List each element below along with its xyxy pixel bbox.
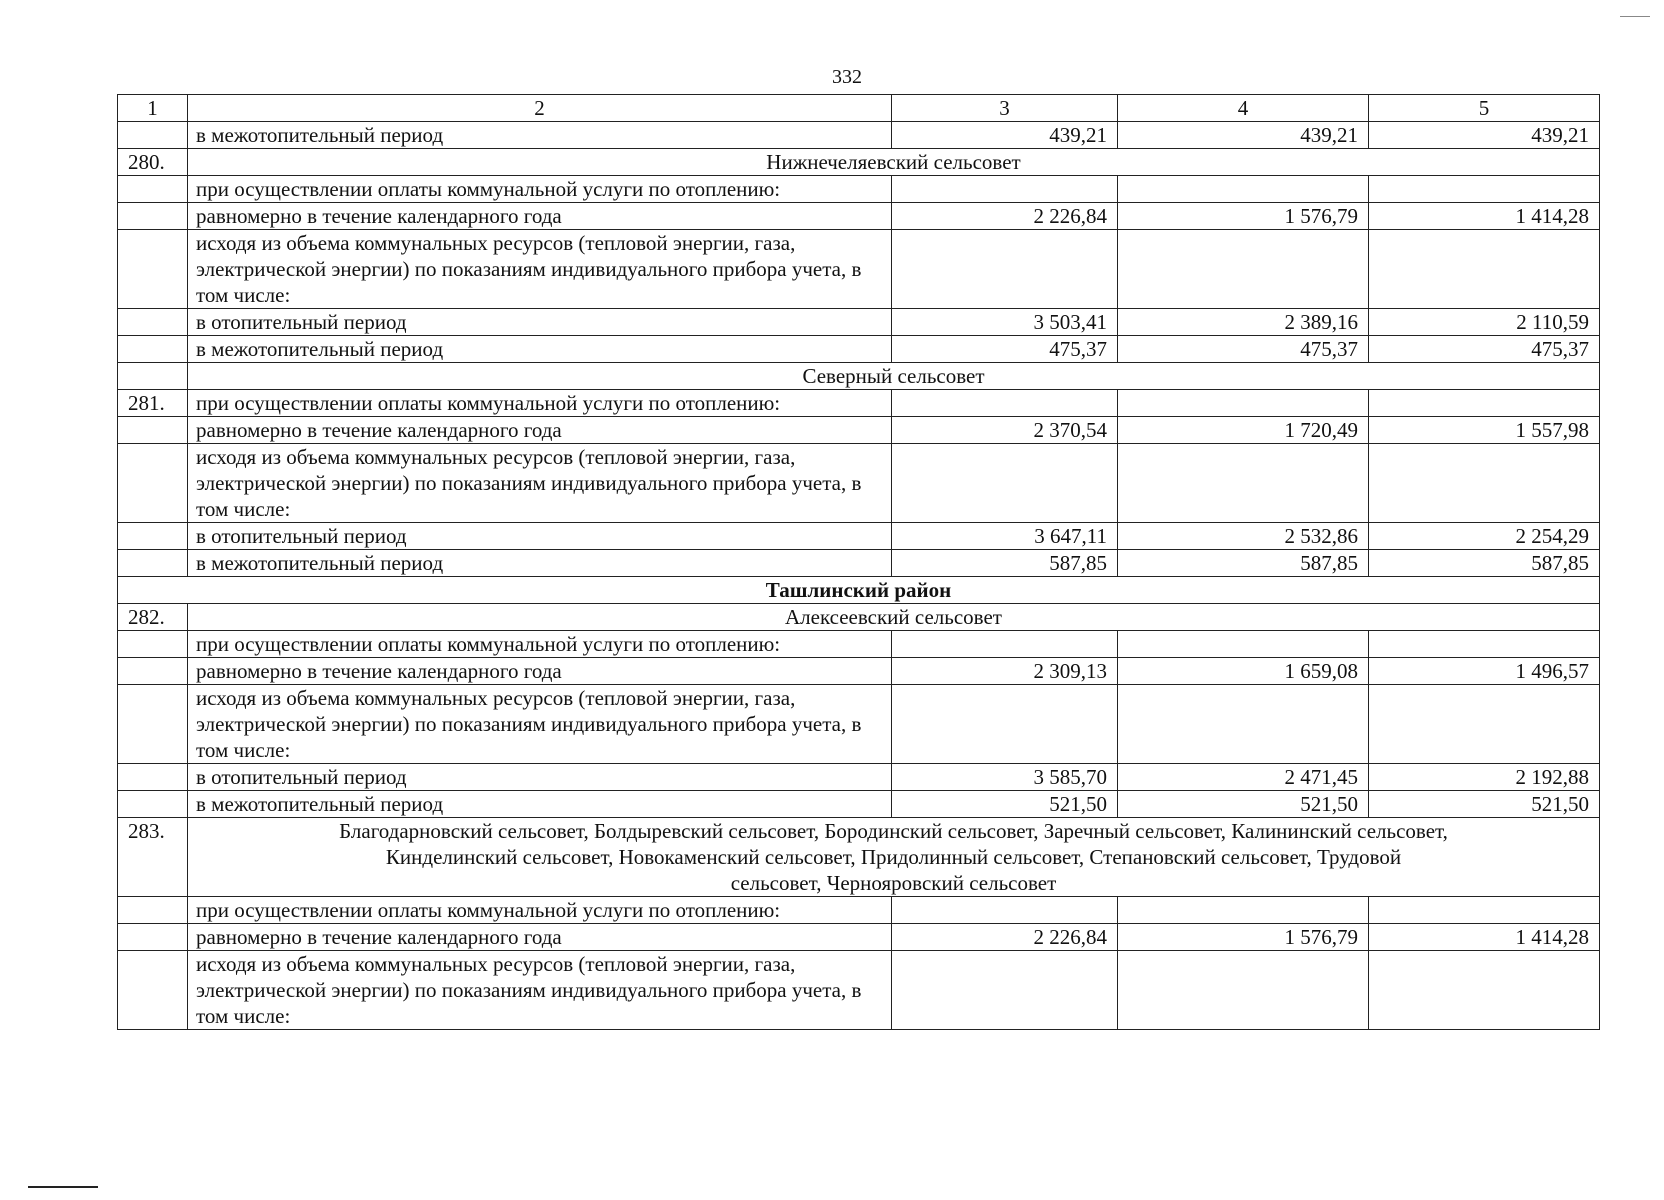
value-col5: 2 254,29	[1369, 523, 1600, 550]
district-title: Ташлинский район	[118, 577, 1600, 604]
section-row	[118, 149, 1600, 176]
value-col3	[892, 390, 1118, 417]
value-col4	[1118, 444, 1369, 523]
value-col3	[892, 631, 1118, 658]
header-cell: 1	[118, 95, 188, 122]
row-label: при осуществлении оплаты коммунальной услуги по отоплению:	[188, 176, 892, 203]
value-col3: 521,50	[892, 791, 1118, 818]
value-col4	[1118, 230, 1369, 309]
table-row	[118, 658, 1600, 685]
value-col3	[892, 897, 1118, 924]
value-col4: 1 576,79	[1118, 924, 1369, 951]
row-label: исходя из объема коммунальных ресурсов (тепловой энергии, газа, электрической энергии) по показаниям индивидуального прибора учета, в том числе:	[188, 230, 892, 309]
value-col4: 521,50	[1118, 791, 1369, 818]
district-row	[118, 577, 1600, 604]
value-col5: 587,85	[1369, 550, 1600, 577]
row-label: в межотопительный период	[188, 336, 892, 363]
row-label: исходя из объема коммунальных ресурсов (тепловой энергии, газа, электрической энергии) по показаниям индивидуального прибора учета, в том числе:	[188, 951, 892, 1030]
table-row	[118, 390, 1600, 417]
value-col3	[892, 230, 1118, 309]
table-row	[118, 951, 1600, 1030]
row-index	[118, 444, 188, 523]
row-label: в межотопительный период	[188, 791, 892, 818]
row-index	[118, 658, 188, 685]
value-col4: 2 389,16	[1118, 309, 1369, 336]
table-row	[118, 631, 1600, 658]
table-row	[118, 417, 1600, 444]
header-row	[118, 95, 1600, 122]
table-row	[118, 791, 1600, 818]
value-col5	[1369, 631, 1600, 658]
value-col5: 475,37	[1369, 336, 1600, 363]
value-col5	[1369, 230, 1600, 309]
value-col5: 1 414,28	[1369, 924, 1600, 951]
section-title: Алексеевский сельсовет	[188, 604, 1600, 631]
value-col3	[892, 176, 1118, 203]
table-row	[118, 230, 1600, 309]
value-col3: 587,85	[892, 550, 1118, 577]
value-col3: 3 647,11	[892, 523, 1118, 550]
table-row	[118, 897, 1600, 924]
value-col5	[1369, 685, 1600, 764]
table-row	[118, 122, 1600, 149]
value-col4: 1 576,79	[1118, 203, 1369, 230]
section-row	[118, 604, 1600, 631]
value-col3: 475,37	[892, 336, 1118, 363]
value-col5: 2 192,88	[1369, 764, 1600, 791]
table-row	[118, 764, 1600, 791]
row-index	[118, 230, 188, 309]
value-col5	[1369, 390, 1600, 417]
value-col4: 1 720,49	[1118, 417, 1369, 444]
table-row	[118, 924, 1600, 951]
row-label: в межотопительный период	[188, 122, 892, 149]
value-col4	[1118, 390, 1369, 417]
table-row	[118, 685, 1600, 764]
value-col3	[892, 444, 1118, 523]
value-col5: 1 557,98	[1369, 417, 1600, 444]
value-col3: 3 503,41	[892, 309, 1118, 336]
value-col4: 475,37	[1118, 336, 1369, 363]
row-label: в отопительный период	[188, 309, 892, 336]
value-col4	[1118, 897, 1369, 924]
row-index	[118, 363, 188, 390]
row-index	[118, 550, 188, 577]
tariff-table	[117, 94, 1600, 1030]
row-label: в отопительный период	[188, 764, 892, 791]
value-col3	[892, 685, 1118, 764]
row-index	[118, 764, 188, 791]
row-label: при осуществлении оплаты коммунальной услуги по отоплению:	[188, 390, 892, 417]
row-label: при осуществлении оплаты коммунальной услуги по отоплению:	[188, 897, 892, 924]
row-index: 280.	[118, 149, 188, 176]
section-title: Северный сельсовет	[188, 363, 1600, 390]
row-index	[118, 685, 188, 764]
row-label: равномерно в течение календарного года	[188, 924, 892, 951]
section-row	[118, 363, 1600, 390]
row-index	[118, 309, 188, 336]
value-col3: 2 226,84	[892, 203, 1118, 230]
row-index	[118, 897, 188, 924]
table-row	[118, 336, 1600, 363]
section-title: Благодарновский сельсовет, Болдыревский сельсовет, Бородинский сельсовет, Заречный сельсовет, Калининский сельсовет, Кинделинский сельсовет, Новокаменский сельсовет, Придолинный сельсовет, Степановский сельсовет, Трудовой сельсовет, Чернояровский сельсовет	[188, 818, 1600, 897]
row-index	[118, 203, 188, 230]
row-label: в межотопительный период	[188, 550, 892, 577]
page-number: 332	[832, 66, 862, 88]
value-col5: 2 110,59	[1369, 309, 1600, 336]
row-label: в отопительный период	[188, 523, 892, 550]
value-col5: 521,50	[1369, 791, 1600, 818]
value-col4	[1118, 685, 1369, 764]
value-col5	[1369, 951, 1600, 1030]
value-col3: 439,21	[892, 122, 1118, 149]
row-label: исходя из объема коммунальных ресурсов (тепловой энергии, газа, электрической энергии) по показаниям индивидуального прибора учета, в том числе:	[188, 444, 892, 523]
value-col4	[1118, 176, 1369, 203]
table-row	[118, 176, 1600, 203]
header-cell: 5	[1369, 95, 1600, 122]
row-index	[118, 336, 188, 363]
value-col5	[1369, 444, 1600, 523]
section-title: Нижнечеляевский сельсовет	[188, 149, 1600, 176]
row-label: при осуществлении оплаты коммунальной услуги по отоплению:	[188, 631, 892, 658]
value-col3: 2 309,13	[892, 658, 1118, 685]
section-row	[118, 818, 1600, 897]
row-index	[118, 176, 188, 203]
row-index	[118, 631, 188, 658]
row-index	[118, 417, 188, 444]
value-col5	[1369, 897, 1600, 924]
value-col4: 2 471,45	[1118, 764, 1369, 791]
row-index	[118, 122, 188, 149]
row-index: 283.	[118, 818, 188, 897]
value-col5: 439,21	[1369, 122, 1600, 149]
value-col5: 1 414,28	[1369, 203, 1600, 230]
value-col3: 3 585,70	[892, 764, 1118, 791]
value-col5: 1 496,57	[1369, 658, 1600, 685]
row-index: 282.	[118, 604, 188, 631]
scan-mark	[28, 1186, 98, 1188]
value-col4	[1118, 631, 1369, 658]
table-row	[118, 203, 1600, 230]
row-index	[118, 951, 188, 1030]
value-col4: 439,21	[1118, 122, 1369, 149]
table-row	[118, 550, 1600, 577]
value-col3: 2 226,84	[892, 924, 1118, 951]
table-row	[118, 309, 1600, 336]
value-col4: 2 532,86	[1118, 523, 1369, 550]
value-col4: 587,85	[1118, 550, 1369, 577]
row-label: равномерно в течение календарного года	[188, 417, 892, 444]
header-cell: 3	[892, 95, 1118, 122]
table-row	[118, 523, 1600, 550]
row-label: равномерно в течение календарного года	[188, 203, 892, 230]
value-col3: 2 370,54	[892, 417, 1118, 444]
row-index	[118, 523, 188, 550]
row-label: равномерно в течение календарного года	[188, 658, 892, 685]
scan-mark	[1620, 16, 1650, 17]
value-col5	[1369, 176, 1600, 203]
table-row	[118, 444, 1600, 523]
header-cell: 2	[188, 95, 892, 122]
row-index	[118, 791, 188, 818]
value-col4	[1118, 951, 1369, 1030]
header-cell: 4	[1118, 95, 1369, 122]
row-label: исходя из объема коммунальных ресурсов (тепловой энергии, газа, электрической энергии) по показаниям индивидуального прибора учета, в том числе:	[188, 685, 892, 764]
row-index	[118, 924, 188, 951]
value-col4: 1 659,08	[1118, 658, 1369, 685]
value-col3	[892, 951, 1118, 1030]
row-index: 281.	[118, 390, 188, 417]
